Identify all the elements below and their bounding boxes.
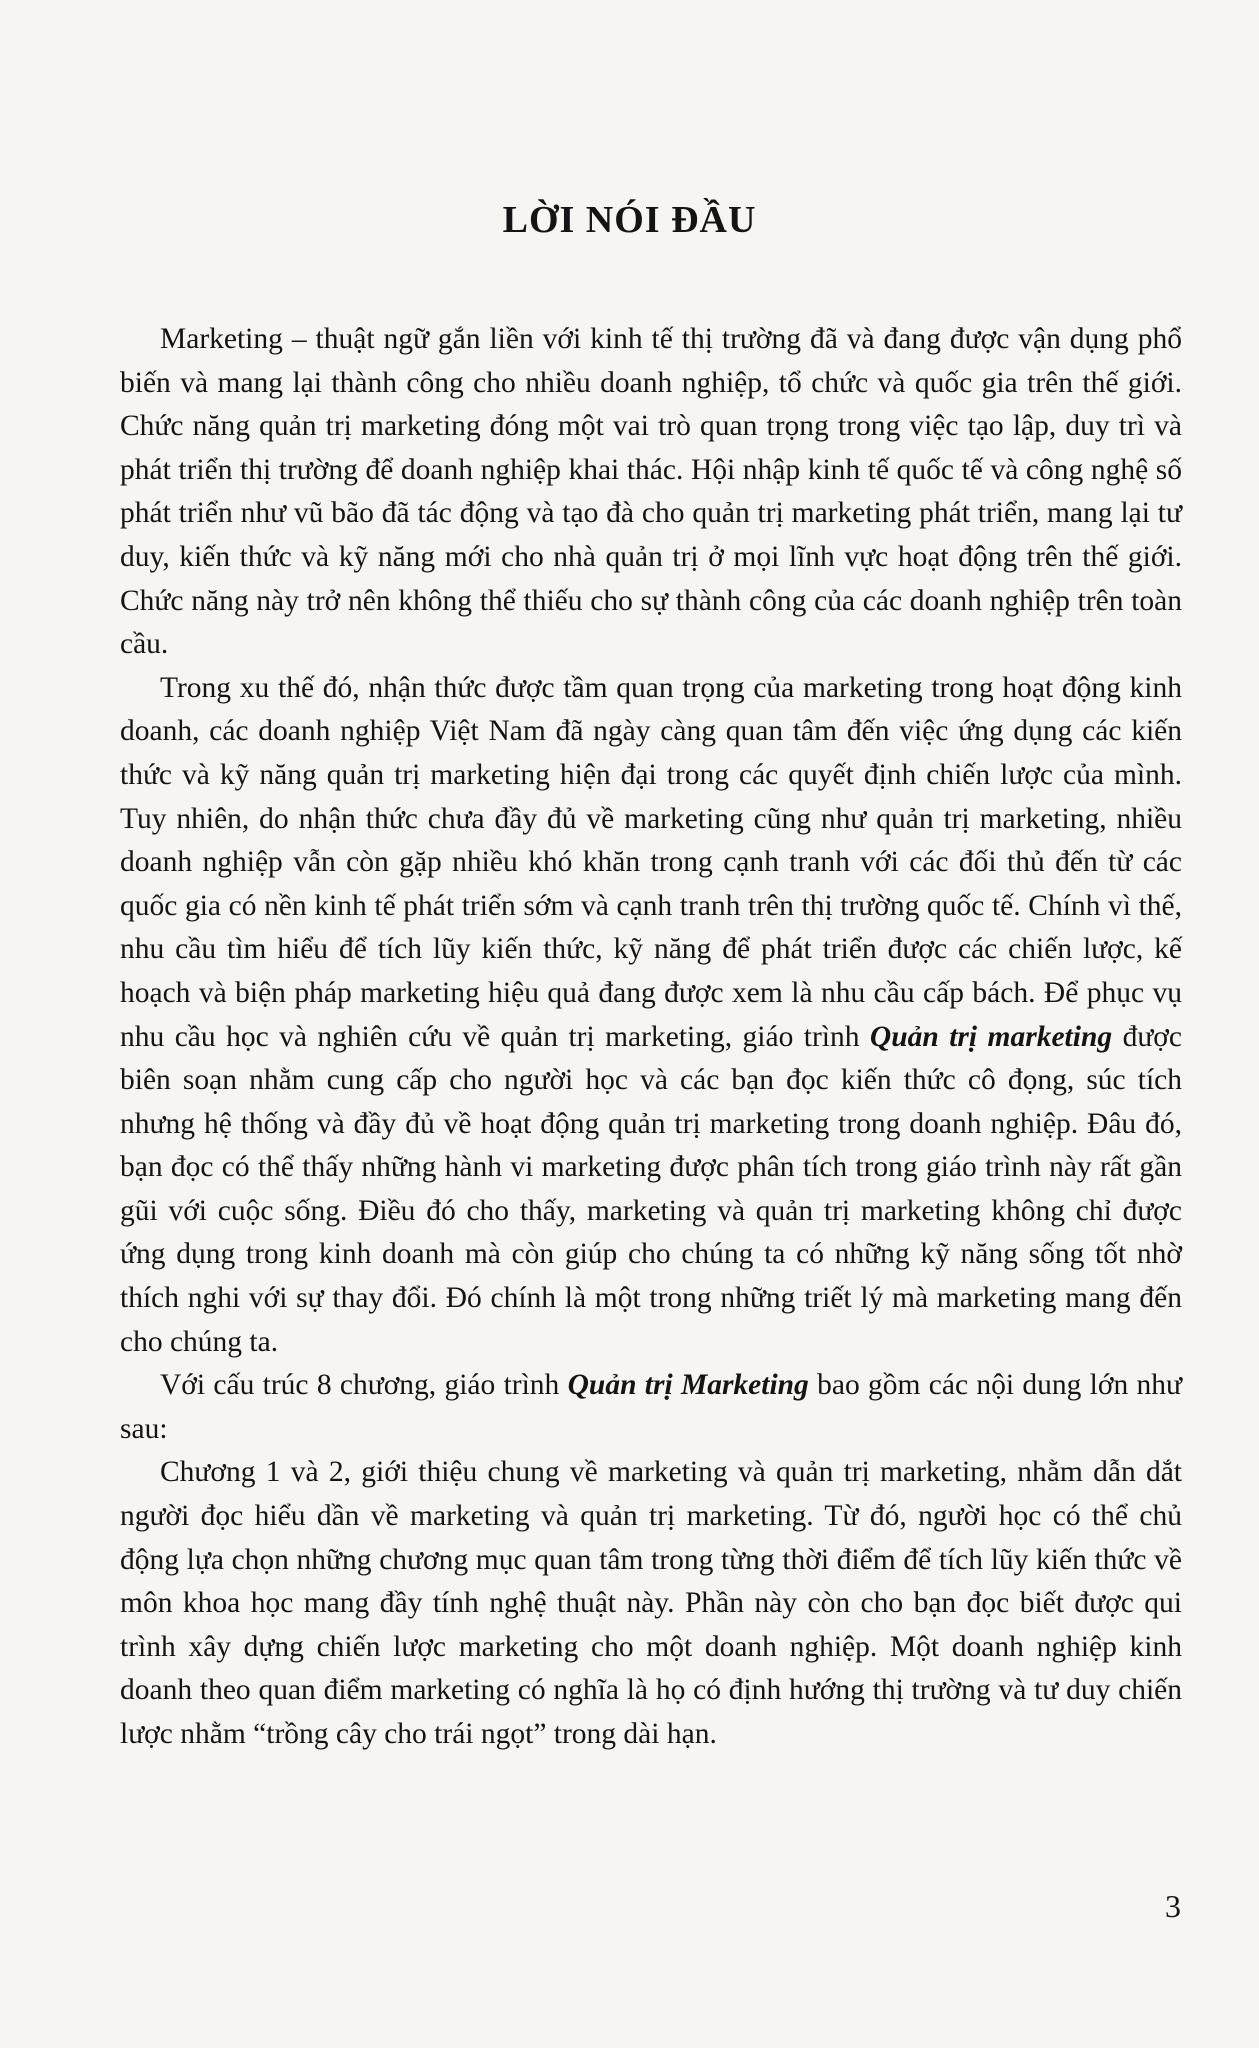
book-title-emphasis: Quản trị Marketing: [567, 1369, 809, 1402]
paragraph-3-text-before: Với cấu trúc 8 chương, giáo trình: [160, 1369, 568, 1402]
page-number: 3: [1165, 1888, 1181, 1924]
paragraph-2: [120, 667, 1182, 1365]
paragraph-1: Marketing – thuật ngữ gắn liền với kinh tế thị trường đã và đang được vận dụng phổ biến và mang lại thành công cho nhiều doanh nghiệp, tổ chức và quốc gia trên thế giới. Chức năng quản trị marketing đóng một vai trò quan trọng trong việc tạo lập, duy trì và phát triển thị trường để doanh nghiệp khai thác. Hội nhập kinh tế quốc tế và công nghệ số phát triển như vũ bão đã tác động và tạo đà cho quản trị marketing phát triển, mang lại tư duy, kiến thức và kỹ năng mới cho nhà quản trị ở mọi lĩnh vực hoạt động trên thế giới. Chức năng này trở nên không thể thiếu cho sự thành công của các doanh nghiệp trên toàn cầu.: [120, 323, 1182, 661]
preface-body: [120, 318, 1182, 1757]
paragraph-4: Chương 1 và 2, giới thiệu chung về marketing và quản trị marketing, nhằm dẫn dắt người đọc hiểu dần về marketing và quản trị marketing. Từ đó, người học có thể chủ động lựa chọn những chương mục quan tâm trong từng thời điểm để tích lũy kiến thức về môn khoa học mang đầy tính nghệ thuật này. Phần này còn cho bạn đọc biết được qui trình xây dựng chiến lược marketing cho một doanh nghiệp. Một doanh nghiệp kinh doanh theo quan điểm marketing có nghĩa là họ có định hướng thị trường và tư duy chiến lược nhằm “trồng cây cho trái ngọt” trong dài hạn.: [120, 1456, 1182, 1750]
paragraph-3-text-after: bao gồm các nội dung lớn như sau:: [120, 1369, 1182, 1445]
book-title-emphasis: Quản trị marketing: [869, 1020, 1113, 1053]
page-title: LỜI NÓI ĐẦU: [502, 199, 757, 241]
paragraph-2-text-before: Trong xu thế đó, nhận thức được tầm quan trọng của marketing trong hoạt động kinh doanh, các doanh nghiệp Việt Nam đã ngày càng quan tâm đến việc ứng dụng các kiến thức và kỹ năng quản trị marketing hiện đại trong các quyết định chiến lược của mình. Tuy nhiên, do nhận thức chưa đầy đủ về marketing cũng như quản trị marketing, nhiều doanh nghiệp vẫn còn gặp nhiều khó khăn trong cạnh tranh với các đối thủ đến từ các quốc gia có nền kinh tế phát triển sớm và cạnh tranh trên thị trường quốc tế. Chính vì thế, nhu cầu tìm hiểu để tích lũy kiến thức, kỹ năng để phát triển được các chiến lược, kế hoạch và biện pháp marketing hiệu quả đang được xem là nhu cầu cấp bách. Để phục vụ nhu cầu học và nghiên cứu về quản trị marketing, giáo trình: [120, 671, 1182, 1053]
paragraph-2-text-after: được biên soạn nhằm cung cấp cho người học và các bạn đọc kiến thức cô đọng, súc tích nhưng hệ thống và đầy đủ về hoạt động quản trị marketing trong doanh nghiệp. Đâu đó, bạn đọc có thể thấy những hành vi marketing được phân tích trong giáo trình này rất gần gũi với cuộc sống. Điều đó cho thấy, marketing và quản trị marketing không chỉ được ứng dụng trong kinh doanh mà còn giúp cho chúng ta có những kỹ năng sống tốt nhờ thích nghi với sự thay đổi. Đó chính là một trong những triết lý mà marketing mang đến cho chúng ta.: [120, 1020, 1182, 1358]
paragraph-3: [120, 1364, 1182, 1451]
